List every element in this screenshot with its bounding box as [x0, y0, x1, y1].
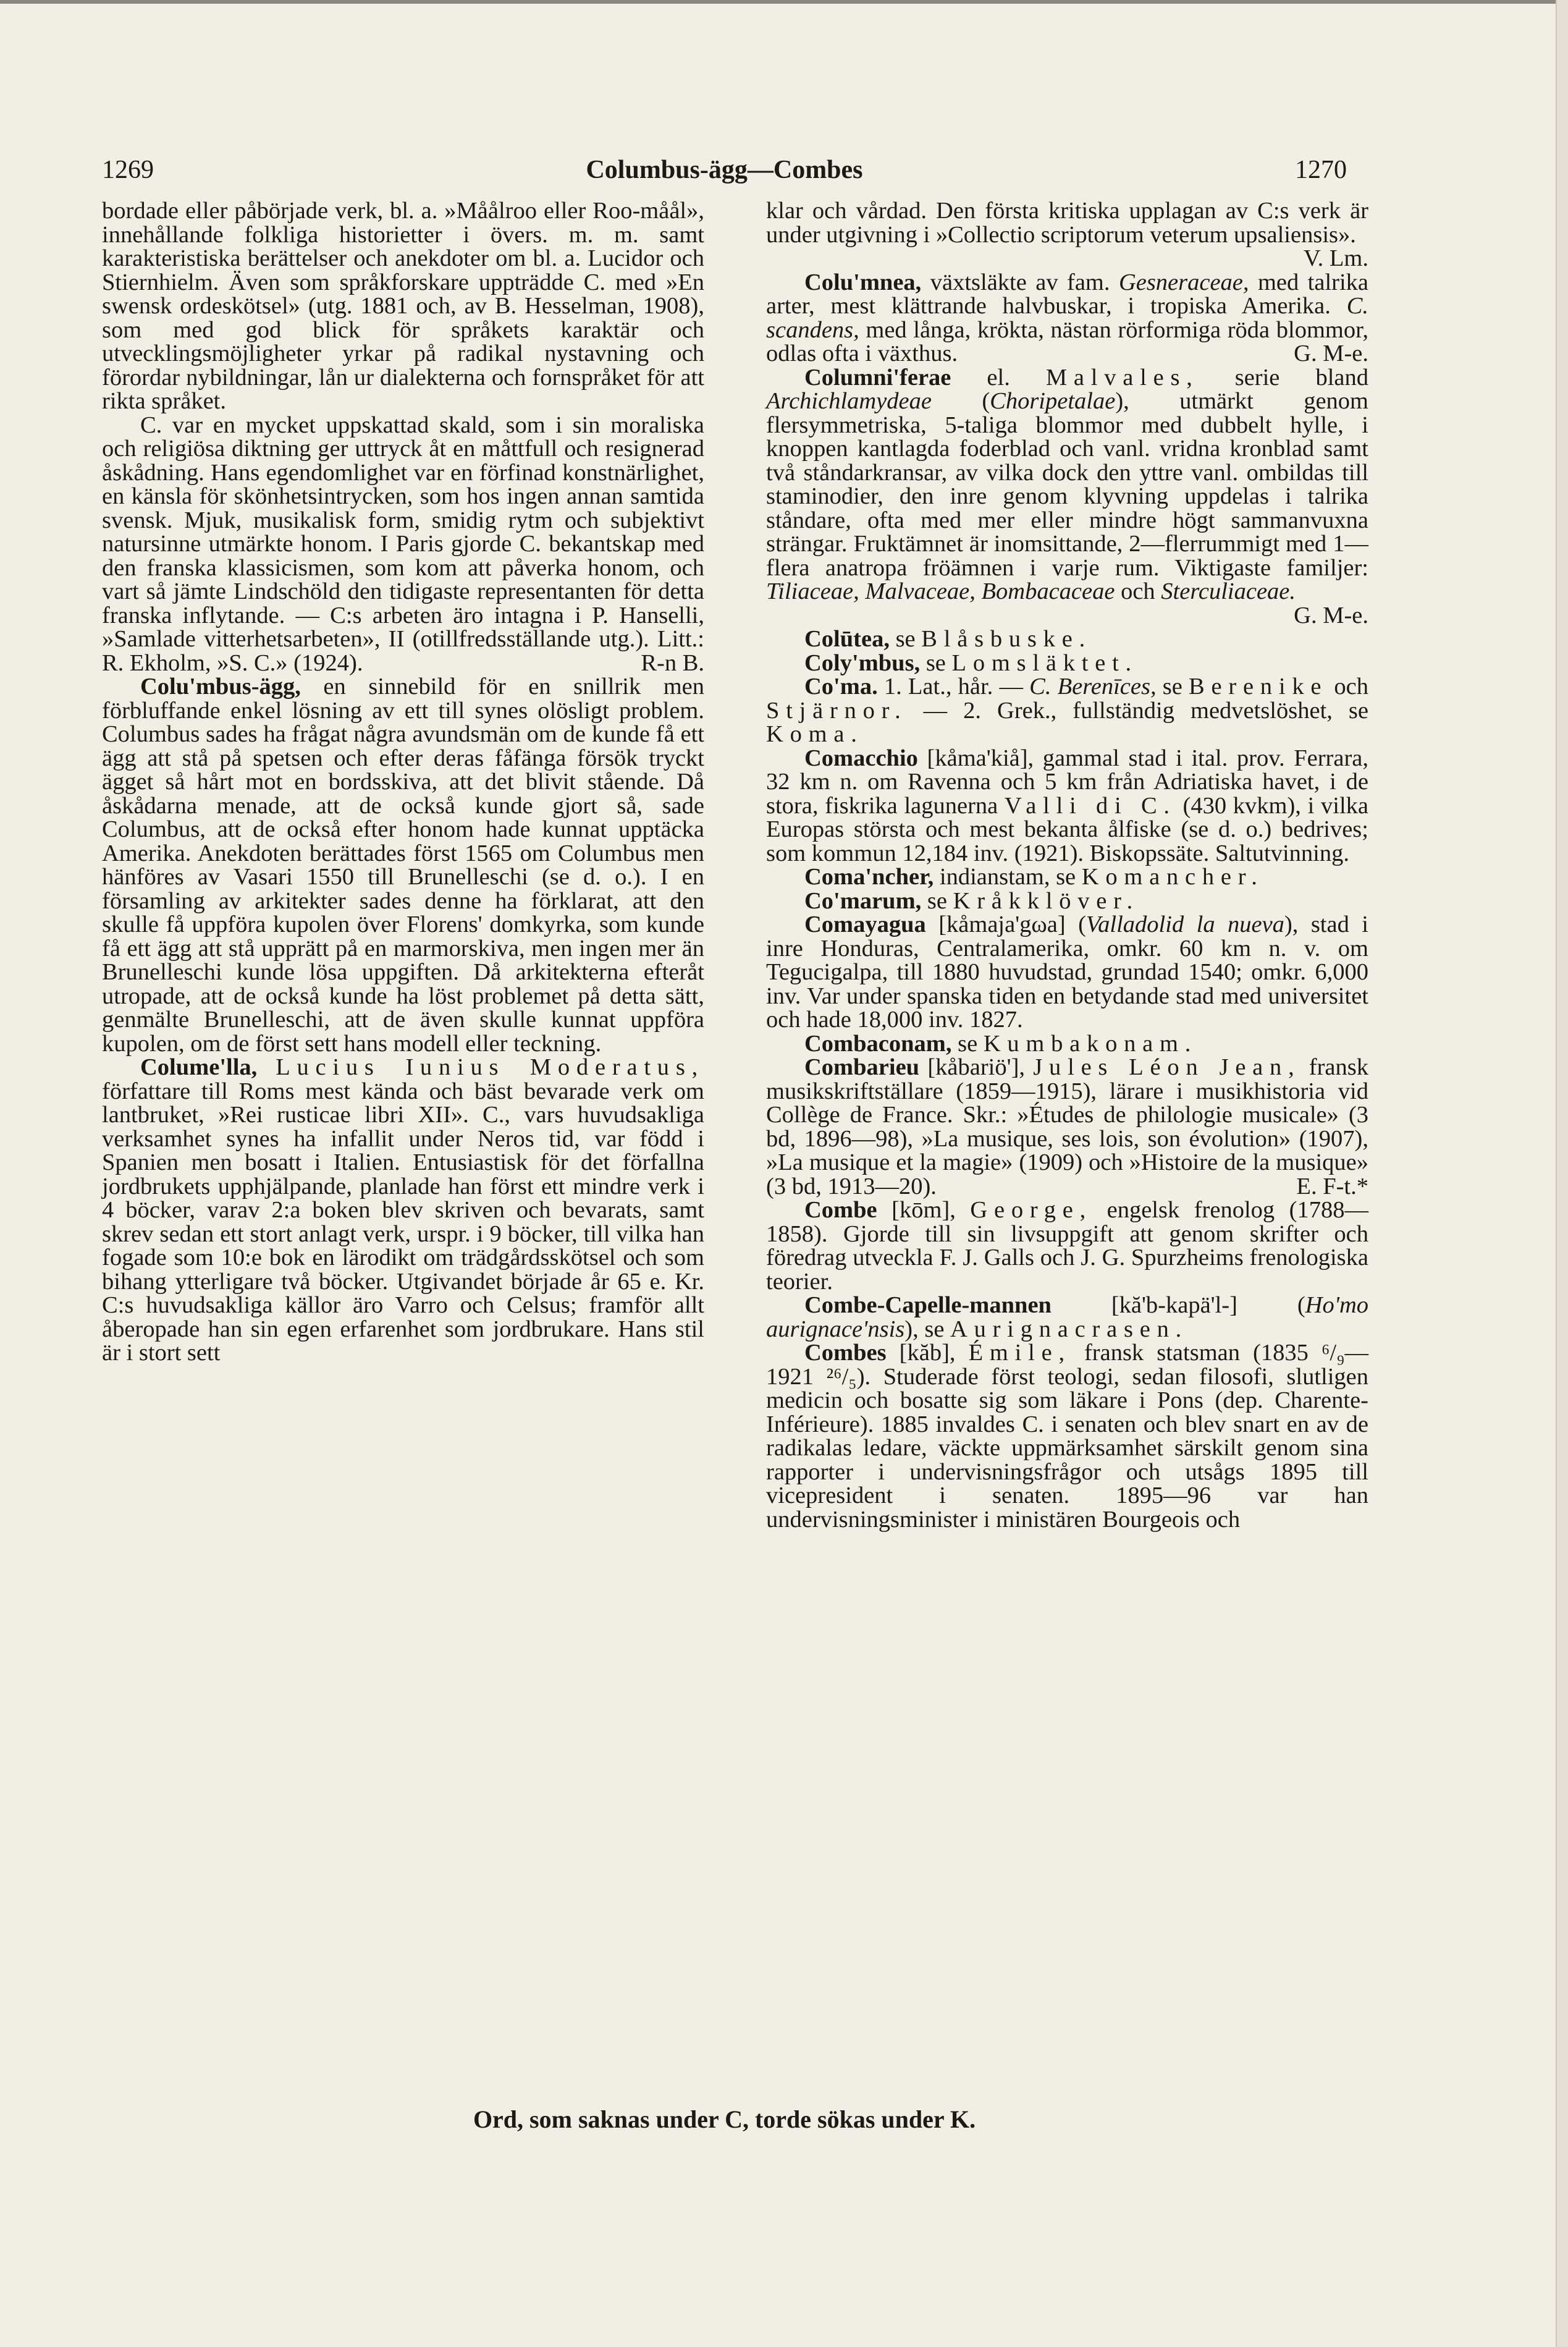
entry-coma: Co'ma. 1. Lat., hår. — C. Berenīces, se Berenike och Stjärnor. — 2. Grek., fullständig medvetslöshet, se Koma.	[766, 674, 1368, 747]
entry-headword: Co'ma.	[804, 674, 878, 700]
entry-colymbus: Coly'mbus, se Lomsläktet.	[804, 649, 1138, 676]
page-footer-note: Ord, som saknas under C, torde sökas under K.	[473, 2105, 976, 2133]
author-signature: V. Lm.	[1303, 245, 1368, 271]
author-signature: E. F-t.*	[1296, 1173, 1368, 1199]
entry-comarum: Co'marum, se Kråkklöver.	[804, 887, 1140, 914]
page-number-left: 1269	[102, 156, 154, 184]
entry-headword: Combe-Capelle-mannen	[804, 1292, 1052, 1318]
entry-headword: Combes	[804, 1340, 887, 1366]
entry-headword: Colūtea,	[804, 626, 890, 652]
entry-headword: Combaconam,	[804, 1030, 952, 1057]
entry-combaconam: Combaconam, se Kumbakonam.	[804, 1030, 1198, 1057]
entry-combes: Combes [kăb], Émile, fransk statsman (1835 ⁶/₉—1921 ²⁶/₅). Studerade först teologi, sedan filosofi, slutligen medicin och bosatte sig som läkare i Pons (dep. Charente-Inférieure). 1885 invaldes C. i senaten och blev snart en av de radikalas ledare, väckte uppmärksamhet särskilt genom sina rapporter i undervisningsfrågor och utsågs 1895 till vicepresident i senaten. 1895—96 var han undervisningsminister i ministären Bourgeois och	[766, 1340, 1368, 1533]
entry-headword: Coma'ncher,	[804, 864, 934, 890]
left-column	[102, 199, 704, 2099]
entry-paragraph: C. var en mycket uppskattad skald, som i sin moraliska och religiösa diktning ger uttryck åt en måttfull och resignerad åskådning. Hans egendomlighet var en förfinad konstnärlighet, en känsla för skönhetsintrycken, som hos ingen annan samtida svensk. Mjuk, musikalisk form, smidig rytm och subjektivt natursinne utmärkte honom. I Paris gjorde C. bekantskap med den franska klassicismen, som kom att påverka honom, och vart så jämte Lindschöld den tidigaste representanten för detta franska inflytande. — C:s arbeten äro intagna i P. Hanselli, »Samlade vitterhetsarbeten», II (otillfredsställande utg.). Litt.: R. Ekholm, »S. C.» (1924). R-n B.	[102, 412, 704, 676]
entry-columniferae: Columni'ferae el. Malvales, serie bland Archichlamydeae (Choripetalae), utmärkt genom flersymmetriska, 5-taliga blommor med dubbelt hylle, i knoppen kantlagda foderblad och vanl. vridna kronblad samt två ståndarkransar, av vilka dock den yttre vanl. ombildas till staminodier, den inre genom klyvning uppdelas i talrika ståndare, ofta med mer eller mindre högt sammanvuxna strängar. Fruktämnet är inomsittande, 2—flerrummigt med 1—flera anatropa fröämnen i varje rum. Viktigaste familjer: Tiliaceae, Malvaceae, Bombacaceae och Sterculiaceae. G. M-e.	[766, 364, 1368, 628]
author-signature: G. M-e.	[1294, 602, 1368, 628]
running-title: Columbus-ägg—Combes	[586, 156, 863, 184]
author-signature: G. M-e.	[1294, 340, 1368, 366]
entry-combe-capelle-mannen: Combe-Capelle-mannen [kă'b-kapä'l-] (Ho'mo aurignace'nsis), se Aurignacrasen.	[766, 1292, 1368, 1342]
entry-comancher: Coma'ncher, indianstam, se Komancher.	[804, 864, 1264, 890]
entry-headword: Colu'mnea,	[804, 269, 922, 295]
entry-headword: Combe	[804, 1197, 877, 1223]
entry-headword: Comayagua	[804, 911, 926, 937]
author-signature: R-n B.	[641, 649, 704, 676]
entry-combe: Combe [kōm], George, engelsk frenolog (1788—1858). Gjorde till sin livsuppgift att genom skrifter och föredrag utveckla F. J. Galls och J. G. Spurzheims frenologiska teorier.	[766, 1197, 1369, 1295]
entry-headword: Comacchio	[804, 745, 918, 771]
entry-colutea: Colūtea, se Blåsbuske.	[804, 626, 1092, 652]
entry-headword: Columni'ferae	[804, 364, 951, 391]
page-header	[102, 151, 1347, 188]
entry-combarieu: Combarieu [kåbariö'], Jules Léon Jean, fransk musikskriftställare (1859—1915), lärare i musikhistoria vid Collège de France. Skr.: »Études de philologie musicale» (3 bd, 1896—98), »La musique, ses lois, son évolution» (1907), »La musique et la magie» (1909) och »Histoire de la musique» (3 bd, 1913—20). E. F-t.*	[766, 1054, 1368, 1199]
page-number-right: 1270	[1295, 156, 1347, 184]
scan-top-edge	[0, 0, 1568, 4]
entry-headword: Colume'lla,	[140, 1054, 258, 1080]
entry-continuation: bordade eller påbörjade verk, bl. a. »Måålroo eller Roo-måål», innehållande folkliga historietter i övers. m. m. samt karakteristiska berättelser och anekdoter om bl. a. Lucidor och Stiernhielm. Även som språkforskare uppträdde C. med »En swensk ordeskötsel» (utg. 1881 och, av B. Hesselman, 1908), som med god blick för språkets karaktär och utvecklingsmöjligheter yrkar på radikal nystavning och förordar nybildningar, lån ur dialekterna och fornspråket för att rikta språket.	[102, 198, 704, 414]
scan-right-edge	[1556, 0, 1568, 2347]
entry-headword: Co'marum,	[804, 887, 922, 914]
right-column	[766, 199, 1368, 2099]
entry-comacchio: Comacchio [kåma'kiå], gammal stad i ital. prov. Ferrara, 32 km n. om Ravenna och 5 km från Adriatiska havet, i de stora, fiskrika lagunerna Valli di C. (430 kvkm), i vilka Europas största och mest bekanta ålfiske (se d. o.) bedrives; som kommun 12,184 inv. (1921). Biskopssäte. Saltutvinning.	[766, 745, 1368, 866]
entry-columbus-agg: Colu'mbus-ägg, en sinnebild för en snillrik men förbluffande enkel lösning av ett till synes olösligt problem. Columbus sades ha frågat några avundsmän om de kunde få ett ägg att stå på spetsen och efter deras fåfänga försök tryckt ägget så hårt mot en bordsskiva, att det blivit stående. Då åskådarna menade, att de också kunde gjort så, sade Columbus, att de också efter honom hade kunnat upptäcka Amerika. Anekdoten berättades först 1565 om Columbus men hänföres av Vasari 1550 till Brunelleschi (se d. o.). I en församling av arkitekter sades denne ha förklarat, att den skulle få uppföra kupolen över Florens' domkyrka, som kunde få ett ägg att stå upprätt på en marmorskiva, men ingen mer än Brunelleschi kunde lösa uppgiften. Då arkitekterna efteråt utropade, att de också kunde ha löst problemet på detta sätt, genmälte Brunelleschi, att de även skulle kunnat uppföra kupolen, om de först sett hans modell eller teckning.	[102, 674, 704, 1057]
entry-headword: Colu'mbus-ägg,	[140, 674, 301, 700]
entry-headword: Combarieu	[804, 1054, 920, 1080]
entry-continuation: klar och vårdad. Den första kritiska upplagan av C:s verk är under utgivning i »Collectio scriptorum veterum upsaliensis». V. Lm.	[766, 198, 1368, 271]
entry-headword: Coly'mbus,	[804, 649, 921, 676]
entry-columella: Colume'lla, Lucius Iunius Moderatus, författare till Roms mest kända och bäst bevarade verk om lantbruket, »Rei rusticae libri XII». C., vars huvudsakliga verksamhet synes ha infallit under Neros tid, var född i Spanien men bosatt i Italien. Entusiastisk för det förfallna jordbrukets upphjälpande, planlade han först ett mindre verk i 4 böcker, varav 2:a boken blev skriven och bevarats, samt skrev sedan ett stort anlagt verk, urspr. i 9 böcker, till vilka han fogade som 10:e bok en lärodikt om trädgårdsskötsel och som bihang ytterligare två böcker. Utgivandet började år 65 e. Kr. C:s huvudsakliga källor äro Varro och Celsus; framför allt åberopade han sin egen erfarenhet som jordbrukare. Hans stil är i stort sett	[102, 1054, 704, 1366]
entry-comayagua: Comayagua [kåmaja'gωa] (Valladolid la nueva), stad i inre Honduras, Centralamerika, omkr. 60 km n. v. om Tegucigalpa, till 1880 huvudstad, grundad 1540; omkr. 6,000 inv. Var under spanska tiden en betydande stad med universitet och hade 18,000 inv. 1827.	[766, 911, 1368, 1033]
entry-columnea: Colu'mnea, växtsläkte av fam. Gesneraceae, med talrika arter, mest klättrande halvbuskar, i tropiska Amerika. C. scandens, med långa, krökta, nästan rörformiga röda blommor, odlas ofta i växthus. G. M-e.	[766, 269, 1369, 366]
